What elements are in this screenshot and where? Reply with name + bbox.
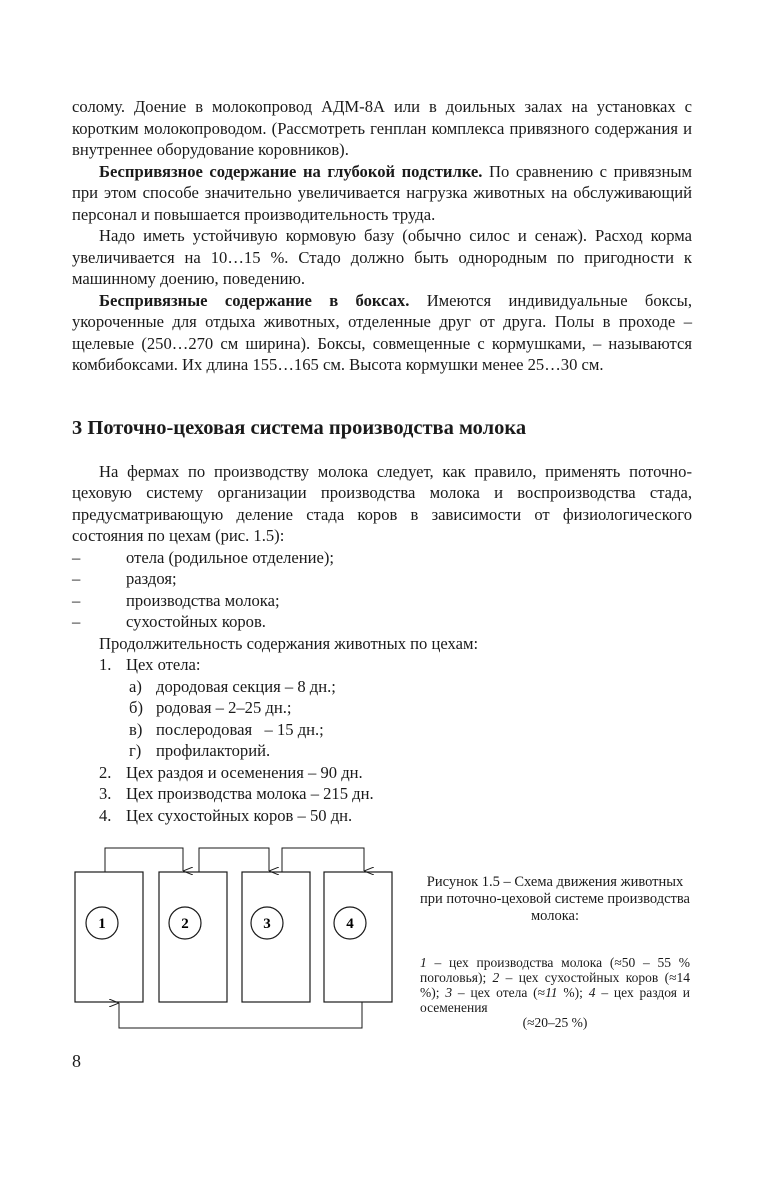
shop-label-1: 1 <box>98 916 106 932</box>
flow-arrow-3-4 <box>282 848 364 872</box>
sub-list-item: б) родовая – 2–25 дн.; <box>129 698 292 717</box>
page-number: 8 <box>72 1051 81 1071</box>
list-item: – отела (родильное отделение); <box>72 547 335 567</box>
list-item: 3. Цех производства молока – 215 дн. <box>99 784 374 803</box>
list-item: – сухостойных коров. <box>72 612 266 631</box>
figure-caption <box>420 874 690 925</box>
term-boxes: Беспривязные содержание в боксах. <box>99 290 410 310</box>
deep-litter-text: По сравнению с привязным при этом способе значительно увеличивается нагрузка животных на обслуживающий персонал и повышается производительность труда. <box>72 161 692 224</box>
list-item: 1. Цех отела: <box>99 655 201 674</box>
paragraph-deep-litter <box>72 161 692 226</box>
shop-label-2: 2 <box>181 916 189 932</box>
list-item: 4. Цех сухостойных коров – 50 дн. <box>99 805 353 825</box>
section-intro: На фермах по производству молока следует, как правило, применять поточно-цеховую систему организации производства молока и воспроизводства стада, предусматривающую деление стада коров в зависимости от физиологического состояния по цехам (рис. 1.5): <box>72 461 692 545</box>
flow-arrow-2-3 <box>199 848 269 872</box>
boxes-text: Имеются индивидуальные боксы, укороченные для отдыха животных, отделенные друг от друга. Полы в проходе – щелевые (250…270 см ширина). Боксы, совмещенные с кормушками, – называются комбибоксами. Их длина 155…165 см. Высота кормушки менее 25…30 см. <box>72 290 692 374</box>
flow-diagram <box>74 842 396 1032</box>
list-item: – производства молока; <box>72 590 280 610</box>
flow-diagram-svg <box>74 842 396 1032</box>
sub-list-item: а) дородовая секция – 8 дн.; <box>129 676 336 696</box>
paragraph-feed-base: Надо иметь устойчивую кормовую базу (обычно силос и сенаж). Расход корма увеличивается на 10…15 %. Стадо должно быть однородным по пригодности к машинному доению, поведению. <box>72 226 692 288</box>
figure-legend: 1 – цех производства молока (≈50 – 55 % поголовья); 2 – цех сухостойных коров (≈14 %); 3 – цех отела (≈11 %); 4 – цех раздоя и осеменения (≈20–25 %) <box>420 955 690 1030</box>
caption-line-1: Рисунок 1.5 – Схема движения животных <box>426 874 684 890</box>
paragraph-boxes <box>72 290 692 376</box>
flow-arrow-4-1 <box>119 1002 362 1028</box>
shops-list <box>72 547 692 633</box>
term-deep-litter: Беспривязное содержание на глубокой подстилке. <box>99 161 483 181</box>
shop-label-3: 3 <box>263 916 271 932</box>
sub-list-item: г) профилакторий. <box>129 741 271 760</box>
paragraph-intro-continuation: солому. Доение в молокопровод АДМ-8А или в доильных залах на установках с коротким молокопроводом. (Рассмотреть генплан комплекса привязного содержания и внутреннее оборудование коровников). <box>72 97 692 159</box>
sub-list-item: в) послеродовая – 15 дн.; <box>129 719 324 739</box>
shop-label-4: 4 <box>346 916 354 932</box>
duration-intro: Продолжительность содержания животных по цехам: <box>99 633 479 653</box>
list-item: – раздоя; <box>72 569 177 588</box>
list-item: 2. Цех раздоя и осеменения – 90 дн. <box>99 762 363 782</box>
section-heading: 3 Поточно-цеховая система производства молока <box>72 416 527 439</box>
duration-list <box>72 654 692 826</box>
flow-arrow-1-2 <box>105 848 183 872</box>
caption-line-2: при поточно-цеховой системе производства молока: <box>420 891 690 924</box>
text-column <box>72 96 692 826</box>
shop-box-3 <box>242 872 310 1002</box>
